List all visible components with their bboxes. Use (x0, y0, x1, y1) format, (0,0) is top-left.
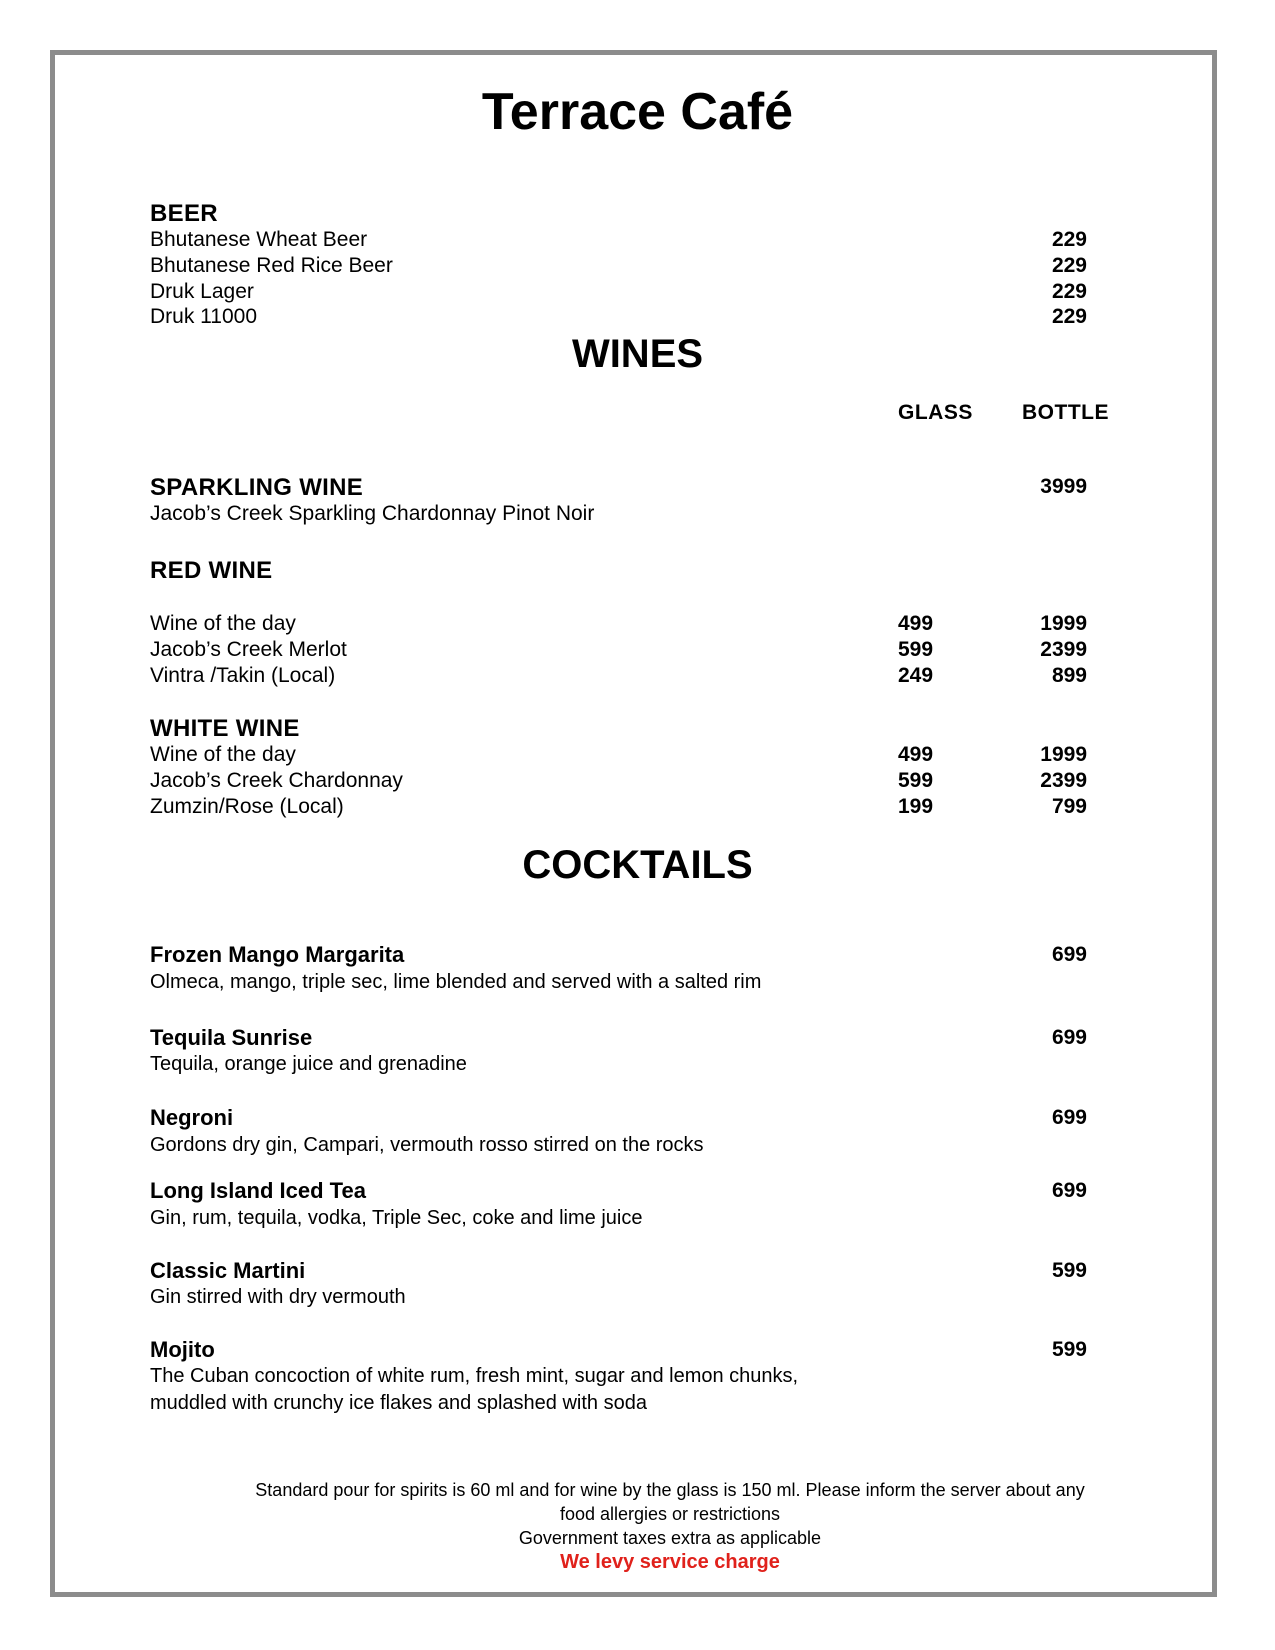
glass-column-header: GLASS (898, 401, 973, 424)
bottle-price: 899 (1051, 664, 1087, 687)
list-item: Jacob’s Creek Chardonnay (150, 769, 403, 792)
bottle-price: 2399 (1040, 769, 1087, 792)
item-price: 229 (1051, 280, 1087, 303)
wines-heading: WINES (571, 332, 704, 376)
cocktail-description: Gordons dry gin, Campari, vermouth rosso stirred on the rocks (150, 1134, 704, 1156)
item-price: 599 (1051, 1259, 1087, 1282)
item-price: 229 (1051, 228, 1087, 251)
glass-price: 499 (898, 612, 934, 635)
glass-price: 499 (898, 743, 934, 766)
list-item: Bhutanese Red Rice Beer (150, 254, 393, 277)
cocktails-heading: COCKTAILS (522, 843, 753, 887)
bottle-price: 799 (1051, 795, 1087, 818)
red-wine-heading: RED WINE (150, 557, 273, 584)
footer-taxes-note: Government taxes extra as applicable (518, 1528, 822, 1548)
cocktail-name: Tequila Sunrise (150, 1025, 313, 1050)
item-price: 599 (1051, 1338, 1087, 1361)
item-price: 699 (1051, 1179, 1087, 1202)
footer-note: Standard pour for spirits is 60 ml and for wine by the glass is 150 ml. Please inform the server about any (255, 1480, 1085, 1500)
cocktail-description: The Cuban concoction of white rum, fresh mint, sugar and lemon chunks, (150, 1365, 799, 1387)
cocktail-description: Gin, rum, tequila, vodka, Triple Sec, coke and lime juice (150, 1207, 643, 1229)
list-item: Bhutanese Wheat Beer (150, 228, 368, 251)
footer-note: food allergies or restrictions (559, 1504, 781, 1524)
list-item: Jacob’s Creek Merlot (150, 638, 347, 661)
cocktail-name: Negroni (150, 1105, 234, 1130)
list-item: Vintra /Takin (Local) (150, 664, 336, 687)
bottle-price: 2399 (1040, 638, 1087, 661)
item-price: 699 (1051, 943, 1087, 966)
bottle-column-header: BOTTLE (1022, 401, 1109, 424)
service-charge-note: We levy service charge (560, 1551, 780, 1573)
cocktail-description: Olmeca, mango, triple sec, lime blended and served with a salted rim (150, 971, 762, 993)
list-item: Wine of the day (150, 612, 296, 635)
item-price: 229 (1051, 305, 1087, 328)
beer-heading: BEER (150, 200, 218, 227)
cocktail-name: Mojito (150, 1337, 215, 1362)
cocktail-description-continued: muddled with crunchy ice flakes and splashed with soda (150, 1392, 647, 1414)
list-item: Jacob’s Creek Sparkling Chardonnay Pinot Noir (150, 502, 595, 525)
cocktail-description: Gin stirred with dry vermouth (150, 1286, 406, 1308)
list-item: Druk 11000 (150, 305, 258, 328)
cocktail-description: Tequila, orange juice and grenadine (150, 1053, 467, 1075)
bottle-price: 1999 (1040, 612, 1087, 635)
bottle-price: 1999 (1040, 743, 1087, 766)
cocktail-name: Frozen Mango Margarita (150, 942, 405, 967)
glass-price: 599 (898, 638, 934, 661)
item-price: 229 (1051, 254, 1087, 277)
glass-price: 249 (898, 664, 934, 687)
list-item: Druk Lager (150, 280, 254, 303)
cocktail-name: Classic Martini (150, 1258, 306, 1283)
item-price: 699 (1051, 1106, 1087, 1129)
glass-price: 599 (898, 769, 934, 792)
white-wine-heading: WHITE WINE (150, 715, 300, 742)
cocktail-name: Long Island Iced Tea (150, 1178, 366, 1203)
list-item: Zumzin/Rose (Local) (150, 795, 344, 818)
bottle-price: 3999 (1040, 475, 1087, 498)
sparkling-wine-heading: SPARKLING WINE (150, 474, 364, 501)
item-price: 699 (1051, 1026, 1087, 1049)
list-item: Wine of the day (150, 743, 296, 766)
page-title: Terrace Café (481, 83, 794, 141)
glass-price: 199 (898, 795, 934, 818)
